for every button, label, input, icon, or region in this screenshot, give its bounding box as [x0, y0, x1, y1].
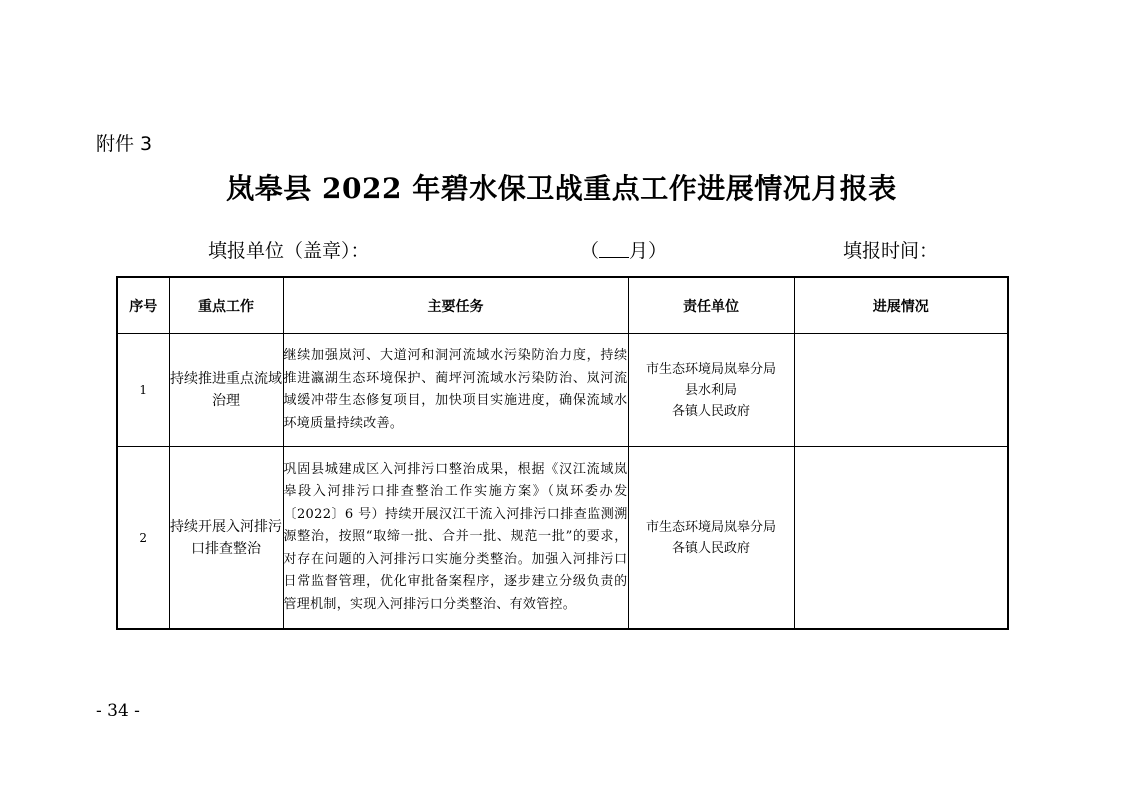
- unit-line: 市生态环境局岚皋分局: [645, 519, 776, 535]
- month-open: （: [580, 240, 600, 262]
- table-header-row: [117, 277, 1008, 334]
- unit-line: 县水利局: [684, 382, 737, 398]
- unit-line: 各镇人民政府: [671, 403, 750, 419]
- attachment-label: 附件 3: [96, 133, 153, 155]
- table-row: [117, 447, 1008, 630]
- month-close: 月）: [629, 240, 668, 262]
- progress-report-table: [116, 276, 1009, 630]
- month-blank: [599, 239, 629, 258]
- row-key-work: 持续开展入河排污口排查整治: [169, 447, 283, 630]
- unit-line: 市生态环境局岚皋分局: [645, 361, 776, 377]
- page-title: 岚皋县 2022 年碧水保卫战重点工作进展情况月报表: [226, 172, 897, 205]
- row-key-work: 持续推进重点流域治理: [169, 334, 283, 447]
- header-key-work: 重点工作: [169, 277, 283, 334]
- row-responsible-unit: [628, 447, 794, 630]
- row-progress-cell[interactable]: [794, 334, 1008, 447]
- row-responsible-unit: [628, 334, 794, 447]
- reporting-time-label: 填报时间：: [843, 240, 939, 262]
- page-number: - 34 -: [96, 701, 140, 721]
- month-field: [580, 236, 667, 263]
- header-seq: 序号: [117, 277, 169, 334]
- row-seq: 2: [117, 447, 169, 630]
- row-main-task: 巩固县城建成区入河排污口整治成果，根据《汉江流域岚皋段入河排污口排查整治工作实施方案》（岚环委办发〔2022〕6 号）持续开展汉江干流入河排污口排查监测溯源整治，按照“取缔一批、合并一批、规范一批”的要求，对存在问题的入河排污口实施分类整治。加强入河排污口日常监督管理，优化审批备案程序，逐步建立分级负责的管理机制，实现入河排污口分类整治、有效管控。: [283, 447, 628, 630]
- header-responsible-unit: 责任单位: [628, 277, 794, 334]
- unit-line: 各镇人民政府: [671, 540, 750, 556]
- row-progress-cell[interactable]: [794, 447, 1008, 630]
- reporting-unit-label: 填报单位（盖章）：: [208, 240, 370, 262]
- table-row: [117, 334, 1008, 447]
- row-main-task: 继续加强岚河、大道河和洞河流域水污染防治力度，持续推进瀛湖生态环境保护、蔺坪河流域水污染防治、岚河流域缓冲带生态修复项目，加快项目实施进度，确保流域水环境质量持续改善。: [283, 334, 628, 447]
- row-seq: 1: [117, 334, 169, 447]
- header-progress: 进展情况: [794, 277, 1008, 334]
- header-main-task: 主要任务: [283, 277, 628, 334]
